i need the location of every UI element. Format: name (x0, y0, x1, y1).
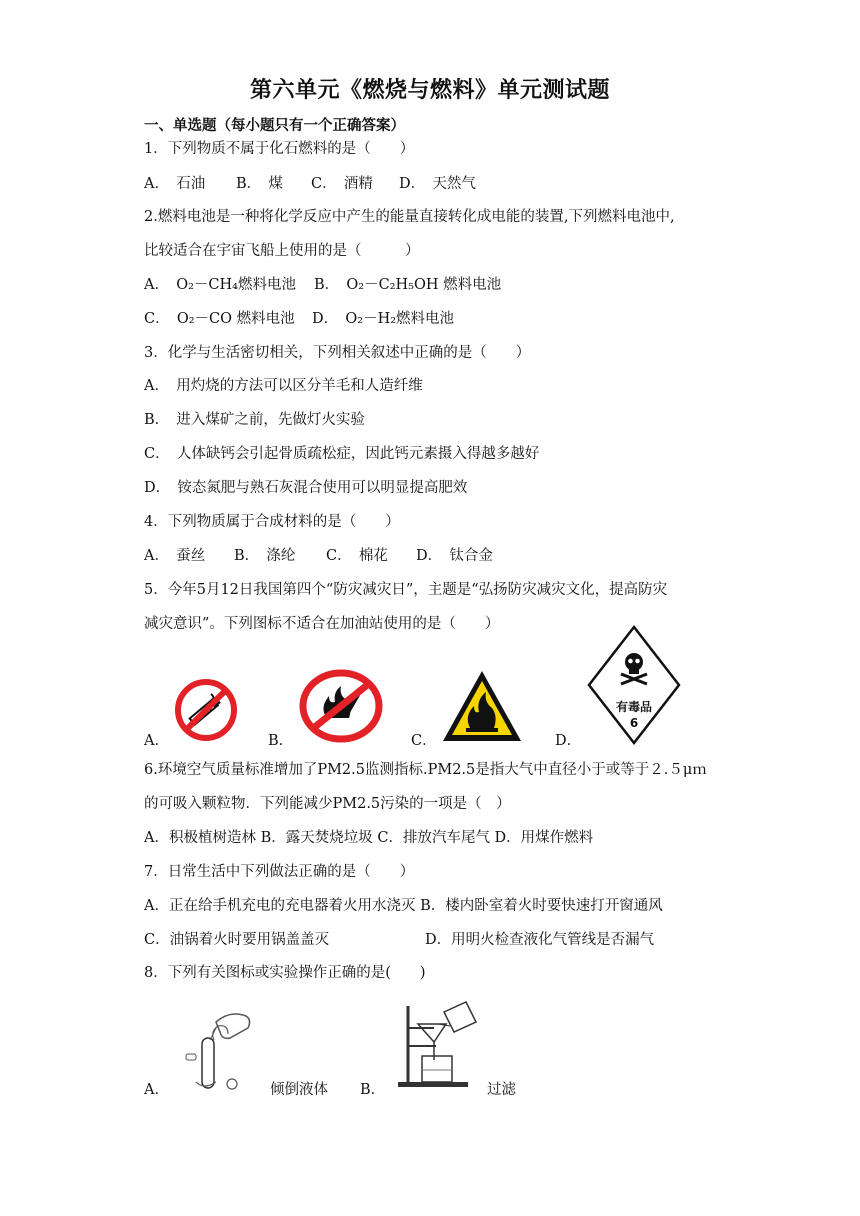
q4-option-c: C． 棉花 (326, 548, 388, 564)
toxic-sign-text: 有毒品 (615, 700, 652, 714)
filtration-illustration (392, 1000, 484, 1092)
question-2-stem-line2: 比较适合在宇宙飞船上使用的是（ ） (144, 243, 420, 259)
question-1-options (144, 174, 476, 194)
q2-option-a: A． O₂－CH₄燃料电池 (144, 277, 296, 293)
q5-label-d: D． (555, 733, 582, 749)
question-4-stem: 4．下列物质属于合成材料的是（ ） (144, 514, 400, 530)
question-5-stem-line1: 5．今年5月12日我国第四个“防灾减灾日”，主题是“弘扬防灾减灾文化，提高防灾 (144, 582, 668, 598)
question-2-options-row1 (144, 275, 501, 295)
question-3-stem: 3．化学与生活密切相关，下列相关叙述中正确的是（ ） (144, 345, 531, 361)
question-1-stem: 1．下列物质不属于化石燃料的是（ ） (144, 141, 415, 157)
question-4-options (144, 546, 493, 566)
q1-option-d: D． 天然气 (399, 176, 476, 192)
q8-label-b: B． (360, 1082, 386, 1098)
question-7-options-row2 (144, 930, 654, 950)
toxic-sign-number: 6 (629, 716, 639, 730)
page-title: 第六单元《燃烧与燃料》单元测试题 (249, 78, 610, 103)
question-6-options: A．积极植树造林 B．露天焚烧垃圾 C．排放汽车尾气 D．用煤作燃料 (144, 830, 594, 846)
question-8-stem: 8．下列有关图标或实验操作正确的是( ) (144, 965, 426, 981)
q5-label-c: C． (411, 733, 437, 749)
q3-option-d: D． 铵态氮肥与熟石灰混合使用可以明显提高肥效 (144, 480, 468, 496)
question-7-stem: 7．日常生活中下列做法正确的是（ ） (144, 864, 415, 880)
q3-option-a: A． 用灼烧的方法可以区分羊毛和人造纤维 (144, 378, 423, 394)
q8-label-a: A． (144, 1082, 169, 1098)
q1-option-b: B． 煤 (236, 176, 283, 192)
q1-option-c: C． 酒精 (311, 176, 373, 192)
q8-caption-a: 倾倒液体 (270, 1082, 328, 1098)
no-smoking-icon (174, 678, 238, 742)
question-2-options-row2 (144, 309, 454, 329)
q1-option-a: A． 石油 (144, 176, 206, 192)
q3-option-b: B． 进入煤矿之前，先做灯火实验 (144, 412, 365, 428)
q2-option-d: D． O₂－H₂燃料电池 (312, 311, 455, 327)
q4-option-b: B． 涤纶 (234, 548, 296, 564)
q3-option-c: C． 人体缺钙会引起骨质疏松症，因此钙元素摄入得越多越好 (144, 446, 540, 462)
q2-option-c: C． O₂－CO 燃料电池 (144, 311, 295, 327)
q4-option-d: D． 钛合金 (416, 548, 493, 564)
q4-option-a: A． 蚕丝 (144, 548, 206, 564)
question-2-stem-line1: 2.燃料电池是一种将化学反应中产生的能量直接转化成电能的装置,下列燃料电池中, (144, 209, 675, 225)
no-open-flame-icon (297, 668, 385, 744)
pouring-liquid-illustration (176, 1002, 268, 1098)
q7-option-c: C．油锅着火时要用锅盖盖灭 (144, 932, 330, 948)
section-heading: 一、单选题（每小题只有一个正确答案） (144, 118, 405, 134)
q8-caption-b: 过滤 (487, 1082, 516, 1098)
flammable-warning-icon (440, 668, 524, 744)
q7-option-d: D．用明火检查液化气管线是否漏气 (425, 932, 655, 948)
q5-label-b: B． (268, 733, 294, 749)
question-6-stem-line2: 的可吸入颗粒物．下列能减少PM2.5污染的一项是（ ） (144, 796, 511, 812)
question-6-stem-line1: 6.环境空气质量标准增加了PM2.5监测指标.PM2.5是指大气中直径小于或等于２.５μｍ (144, 762, 707, 778)
question-7-options-row1: A．正在给手机充电的充电器着火用水浇灭 B．楼内卧室着火时要快速打开窗通风 (144, 898, 663, 914)
question-5-stem-line2: 减灾意识”。下列图标不适合在加油站使用的是（ ） (144, 616, 500, 632)
q5-label-a: A． (144, 733, 169, 749)
q2-option-b: B． O₂－C₂H₅OH 燃料电池 (314, 277, 502, 293)
